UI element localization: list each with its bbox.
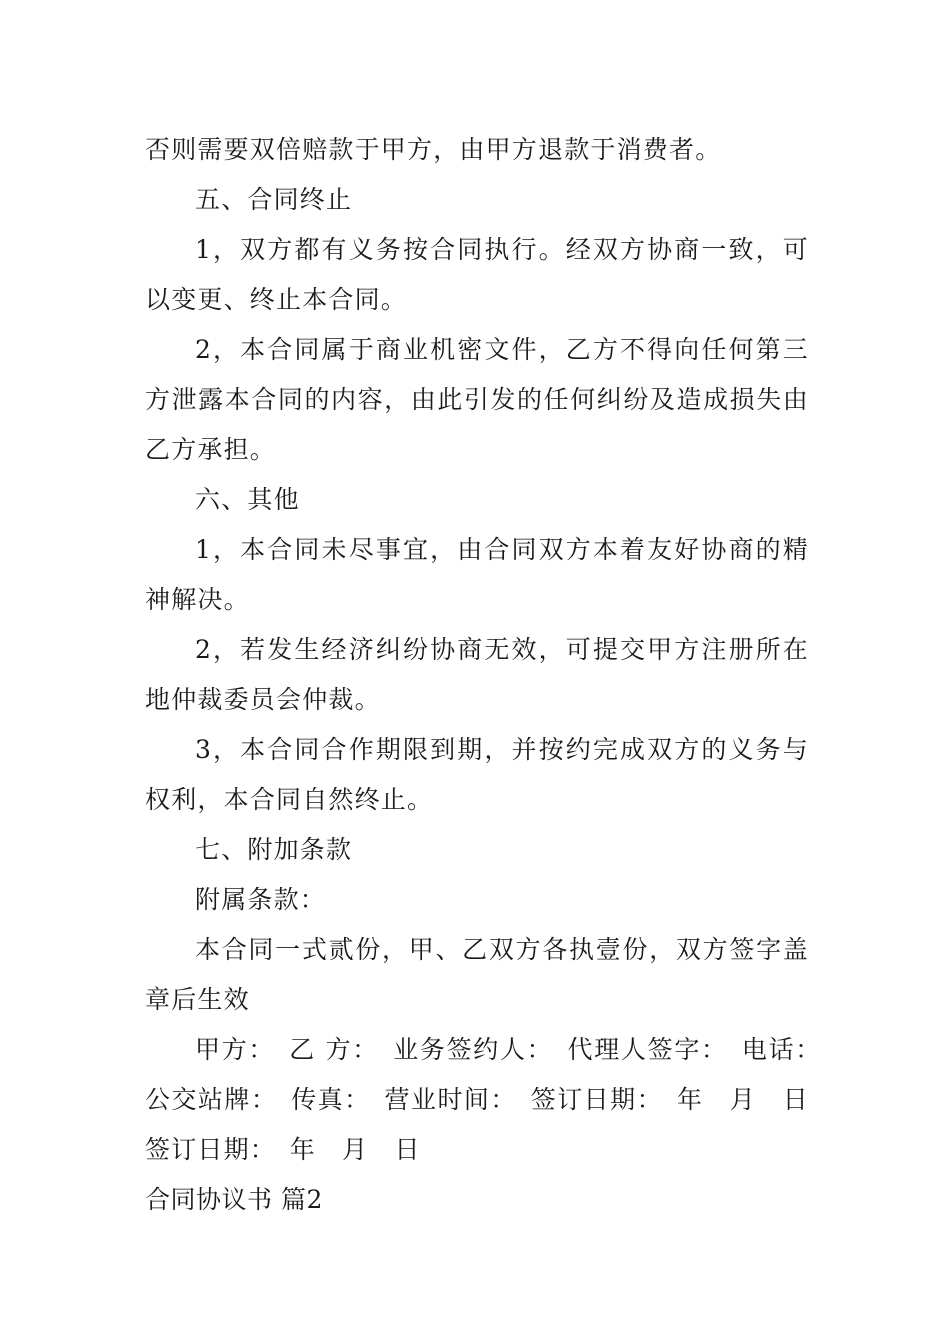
section-heading-other: 六、其他	[195, 485, 300, 514]
paragraph-other-3: 3，本合同合作期限到期，并按约完成双方的义务与权利，本合同自然终止。	[145, 735, 809, 814]
paragraph-attached-clauses: 附属条款：	[195, 885, 327, 914]
paragraph-1: 否则需要双倍赔款于甲方，由甲方退款于消费者。	[145, 135, 722, 164]
paragraph-copies: 本合同一式贰份，甲、乙双方各执壹份，双方签字盖章后生效	[145, 935, 809, 1014]
paragraph-termination-1: 1，双方都有义务按合同执行。经双方协商一致，可以变更、终止本合同。	[145, 235, 809, 314]
paragraph-signature-fields: 甲方： 乙 方： 业务签约人： 代理人签字： 电话： 公交站牌： 传真： 营业时间： 签订日期： 年 月 日 签订日期： 年 月 日	[145, 1035, 836, 1164]
paragraph-other-2: 2，若发生经济纠纷协商无效，可提交甲方注册所在地仲裁委员会仲裁。	[145, 635, 809, 714]
next-section-title: 合同协议书 篇2	[145, 1185, 323, 1214]
paragraph-other-1: 1，本合同未尽事宜，由合同双方本着友好协商的精神解决。	[145, 535, 809, 614]
document-body	[145, 125, 836, 1225]
paragraph-termination-2: 2，本合同属于商业机密文件，乙方不得向任何第三方泄露本合同的内容，由此引发的任何纠纷及造成损失由乙方承担。	[145, 335, 809, 464]
section-heading-additional: 七、附加条款	[195, 835, 353, 864]
section-heading-termination: 五、合同终止	[195, 185, 353, 214]
